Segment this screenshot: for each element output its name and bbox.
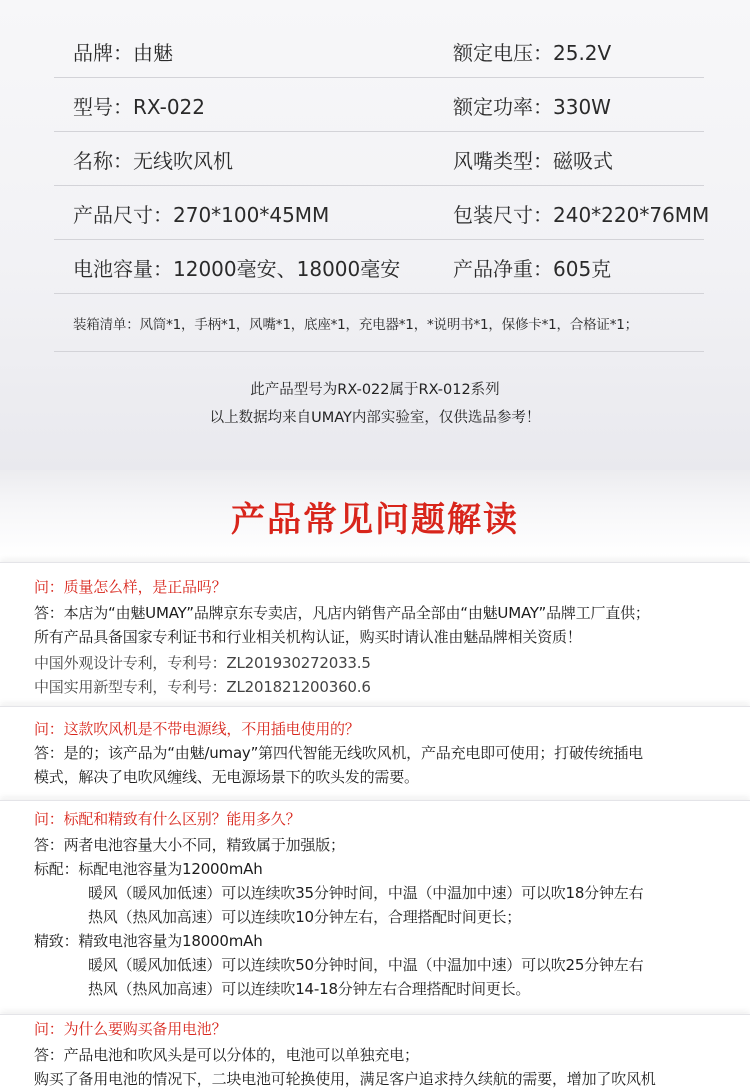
faq-answer-line: 购买了备用电池的情况下，二块电池可轮换使用，满足客户追求持久续航的需要，增加了吹风机 xyxy=(34,1070,656,1088)
faq-item xyxy=(0,562,750,702)
spec-rated-power: 额定功率：330W xyxy=(453,95,611,119)
faq-question: 问：这款吹风机是不带电源线，不用插电使用的？ xyxy=(34,720,360,738)
faq-answer-line: 答：本店为“由魅UMAY”品牌京东专卖店，凡店内销售产品全部由“由魅UMAY”品牌工厂直供； xyxy=(34,604,650,622)
series-note: 此产品型号为RX-022属于RX-012系列 xyxy=(250,382,500,398)
faq-question: 问：标配和精致有什么区别？能用多久？ xyxy=(34,810,301,828)
spec-name: 名称：无线吹风机 xyxy=(73,149,233,173)
spec-model: 型号：RX-022 xyxy=(73,95,205,119)
utility-patent-line: 中国实用新型专利，专利号：ZL201821200360.6 xyxy=(34,678,371,696)
spec-row xyxy=(54,28,704,78)
faq-answer-line: 答：两者电池容量大小不同，精致属于加强版； xyxy=(34,836,345,854)
spec-row xyxy=(54,136,704,186)
faq-answer-line: 所有产品具备国家专利证书和行业相关机构认证，购买时请认准由魅品牌相关资质！ xyxy=(34,628,582,646)
deluxe-warm-line: 暖风（暖风加低速）可以连续吹50分钟时间，中温（中温加中速）可以吹25分钟左右 xyxy=(88,956,644,974)
spec-row xyxy=(54,82,704,132)
faq-title: 产品常见问题解读 xyxy=(231,500,519,540)
spec-battery-capacity: 电池容量：12000毫安、18000毫安 xyxy=(73,257,401,281)
data-disclaimer: 以上数据均来自UMAY内部实验室，仅供选品参考！ xyxy=(209,410,541,426)
faq-answer-line: 答：是的；该产品为“由魅/umay”第四代智能无线吹风机，产品充电即可使用；打破传统插电 xyxy=(34,744,643,762)
spec-rated-voltage: 额定电压：25.2V xyxy=(453,41,612,65)
spec-nozzle-type: 风嘴类型：磁吸式 xyxy=(453,149,613,173)
deluxe-hot-line: 热风（热风加高速）可以连续吹14-18分钟左右合理搭配时间更长。 xyxy=(88,980,531,998)
faq-item xyxy=(0,800,750,1012)
spec-section xyxy=(0,0,750,470)
spec-row xyxy=(54,190,710,240)
faq-question: 问：质量怎么样，是正品吗？ xyxy=(34,578,227,596)
standard-battery-line: 标配：标配电池容量为12000mAh xyxy=(34,860,263,878)
faq-item xyxy=(0,1014,750,1092)
spec-net-weight: 产品净重：605克 xyxy=(453,257,612,281)
standard-hot-line: 热风（热风加高速）可以连续吹10分钟左右，合理搭配时间更长； xyxy=(88,908,522,926)
spec-product-size: 产品尺寸：270*100*45MM xyxy=(73,203,330,227)
faq-answer-line: 模式，解决了电吹风缠线、无电源场景下的吹头发的需要。 xyxy=(34,768,419,786)
spec-package-size: 包装尺寸：240*220*76MM xyxy=(453,203,710,227)
packing-list: 装箱清单：风筒*1，手柄*1，风嘴*1，底座*1，充电器*1，*说明书*1，保修卡*1，合格证*1； xyxy=(54,298,704,352)
faq-question: 问：为什么要购买备用电池？ xyxy=(34,1020,227,1038)
faq-answer-line: 答：产品电池和吹风头是可以分体的，电池可以单独充电； xyxy=(34,1046,419,1064)
spec-row xyxy=(54,244,704,294)
deluxe-battery-line: 精致：精致电池容量为18000mAh xyxy=(34,932,263,950)
design-patent-line: 中国外观设计专利，专利号：ZL201930272033.5 xyxy=(34,654,371,672)
spec-brand: 品牌：由魅 xyxy=(73,41,173,65)
standard-warm-line: 暖风（暖风加低速）可以连续吹35分钟时间，中温（中温加中速）可以吹18分钟左右 xyxy=(88,884,644,902)
faq-item xyxy=(0,706,750,796)
